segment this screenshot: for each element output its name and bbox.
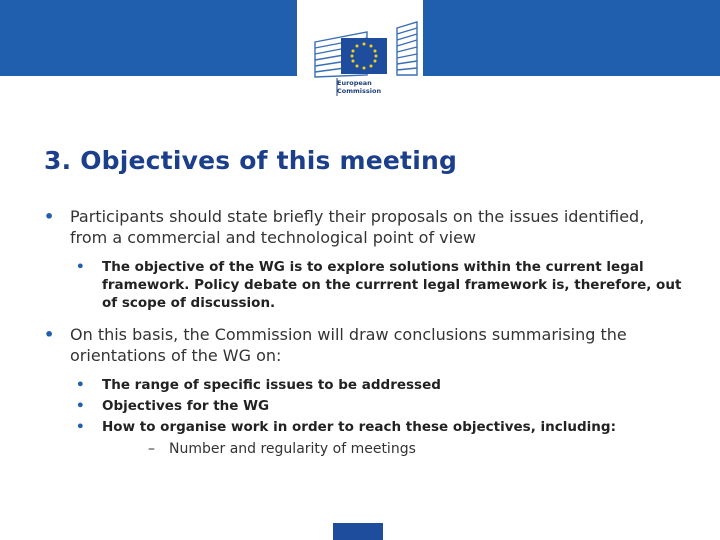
bullet-marker: • bbox=[76, 259, 85, 275]
sub-bullet-text: How to organise work in order to reach these objectives, including: bbox=[102, 419, 616, 435]
european-commission-logo bbox=[297, 0, 423, 106]
bullet-text: Participants should state briefly their proposals on the issues identified, from a commercial and technological point of view bbox=[70, 207, 645, 247]
bullet-item bbox=[44, 206, 684, 248]
logo-label: European Commission bbox=[337, 79, 382, 95]
sub-sub-bullet-item bbox=[44, 440, 684, 458]
bullet-marker: • bbox=[44, 325, 55, 344]
footer-flag-icon bbox=[333, 523, 383, 540]
sub-bullet-item bbox=[44, 258, 684, 312]
bullet-marker: • bbox=[76, 377, 85, 393]
slide-title: 3. Objectives of this meeting bbox=[44, 146, 458, 175]
sub-bullet-text: Objectives for the WG bbox=[102, 398, 270, 414]
bullet-marker: • bbox=[76, 419, 85, 435]
bullet-marker: • bbox=[76, 398, 85, 414]
sub-bullet-text: The range of specific issues to be addressed bbox=[102, 377, 441, 393]
sub-bullet-text: The objective of the WG is to explore solutions within the current legal framework. Policy debate on the currrent legal framework is, therefore, out of scope of discussion. bbox=[102, 259, 682, 311]
sub-bullet-item bbox=[44, 418, 684, 436]
dash-marker: – bbox=[148, 441, 155, 457]
sub-bullet-item bbox=[44, 376, 684, 394]
sub-bullet-item bbox=[44, 397, 684, 415]
bullet-marker: • bbox=[44, 207, 55, 226]
bullet-list bbox=[44, 206, 684, 458]
bullet-text: On this basis, the Commission will draw conclusions summarising the orientations of the WG on: bbox=[70, 325, 627, 365]
bullet-item bbox=[44, 324, 684, 366]
sub-sub-bullet-text: Number and regularity of meetings bbox=[169, 441, 416, 457]
